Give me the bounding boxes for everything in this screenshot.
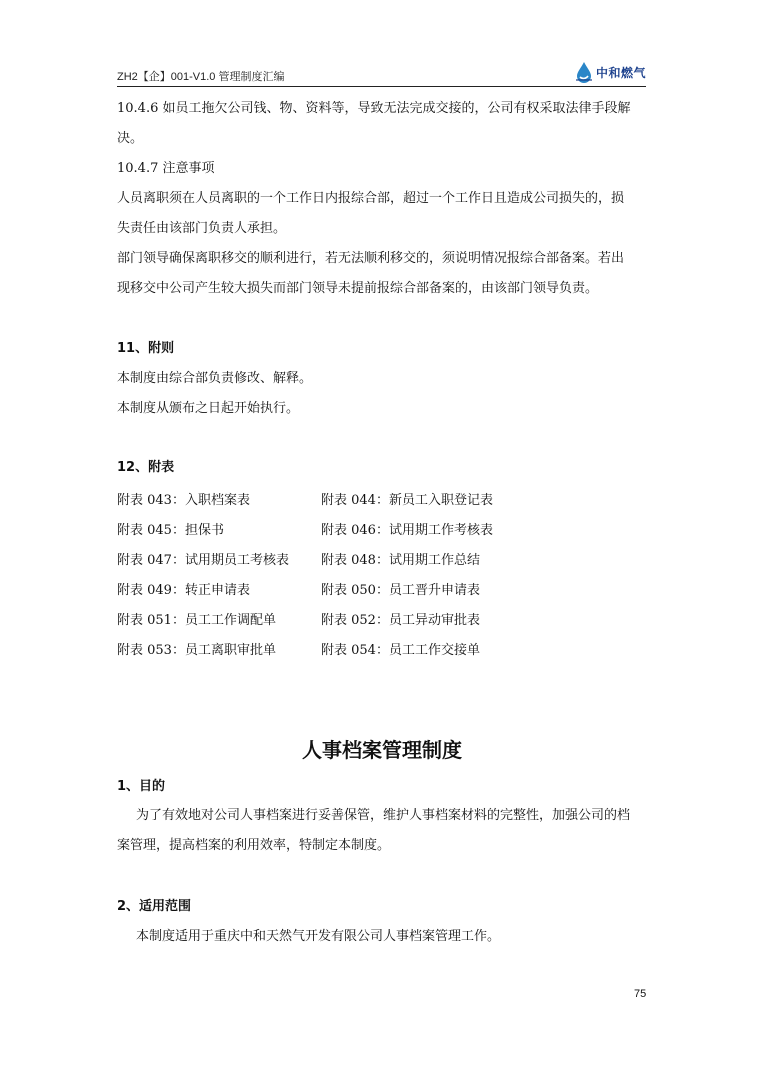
company-logo — [575, 60, 646, 84]
appendix-item: 附表 044：新员工入职登记表 — [321, 493, 493, 508]
heading-section-11: 11、附则 — [117, 341, 175, 356]
page-number: 75 — [634, 988, 647, 1000]
purpose-line1: 为了有效地对公司人事档案进行妥善保管，维护人事档案材料的完整性，加强公司的档 — [136, 808, 631, 823]
heading-10-4-7: 10.4.7 注意事项 — [117, 161, 215, 176]
appendix-item: 附表 052：员工异动审批表 — [321, 613, 480, 628]
heading-purpose: 1、目的 — [117, 779, 166, 794]
purpose-line2: 案管理，提高档案的利用效率，特制定本制度。 — [117, 838, 391, 853]
logo-text: 中和燃气 — [595, 65, 646, 80]
para-notice-1-line1: 人员离职须在人员离职的一个工作日内报综合部，超过一个工作日且造成公司损失的，损 — [117, 191, 625, 206]
appendix-item: 附表 048：试用期工作总结 — [321, 553, 480, 568]
page-header — [117, 62, 646, 86]
scope-line1: 本制度适用于重庆中和天然气开发有限公司人事档案管理工作。 — [136, 929, 501, 944]
heading-section-12: 12、附表 — [117, 460, 175, 475]
appendix-item: 附表 051：员工工作调配单 — [117, 613, 276, 628]
appendix-item: 附表 043：入职档案表 — [117, 493, 250, 508]
section-11-line1: 本制度由综合部负责修改、解释。 — [117, 371, 313, 386]
appendix-item: 附表 049：转正申请表 — [117, 583, 250, 598]
water-drop-icon — [575, 61, 593, 83]
doc-code: ZH2【企】001-V1.0 管理制度汇编 — [117, 71, 285, 83]
header-rule — [117, 86, 646, 87]
para-notice-1-line2: 失责任由该部门负责人承担。 — [117, 221, 287, 236]
appendix-item: 附表 050：员工晋升申请表 — [321, 583, 480, 598]
para-notice-2-line1: 部门领导确保离职移交的顺利进行，若无法顺利移交的，须说明情况报综合部备案。若出 — [117, 251, 625, 266]
para-10-4-6-line1: 10.4.6 如员工拖欠公司钱、物、资料等，导致无法完成交接的，公司有权采取法律手段解 — [117, 101, 631, 116]
appendix-item: 附表 046：试用期工作考核表 — [321, 523, 493, 538]
document-title: 人事档案管理制度 — [302, 738, 462, 762]
heading-scope: 2、适用范围 — [117, 899, 192, 914]
appendix-item: 附表 053：员工离职审批单 — [117, 643, 276, 658]
para-notice-2-line2: 现移交中公司产生较大损失而部门领导未提前报综合部备案的，由该部门领导负责。 — [117, 281, 599, 296]
appendix-item: 附表 045：担保书 — [117, 523, 224, 538]
section-11-line2: 本制度从颁布之日起开始执行。 — [117, 401, 300, 416]
appendix-item: 附表 054：员工工作交接单 — [321, 643, 480, 658]
appendix-item: 附表 047：试用期员工考核表 — [117, 553, 289, 568]
para-10-4-6-line2: 决。 — [117, 131, 144, 146]
